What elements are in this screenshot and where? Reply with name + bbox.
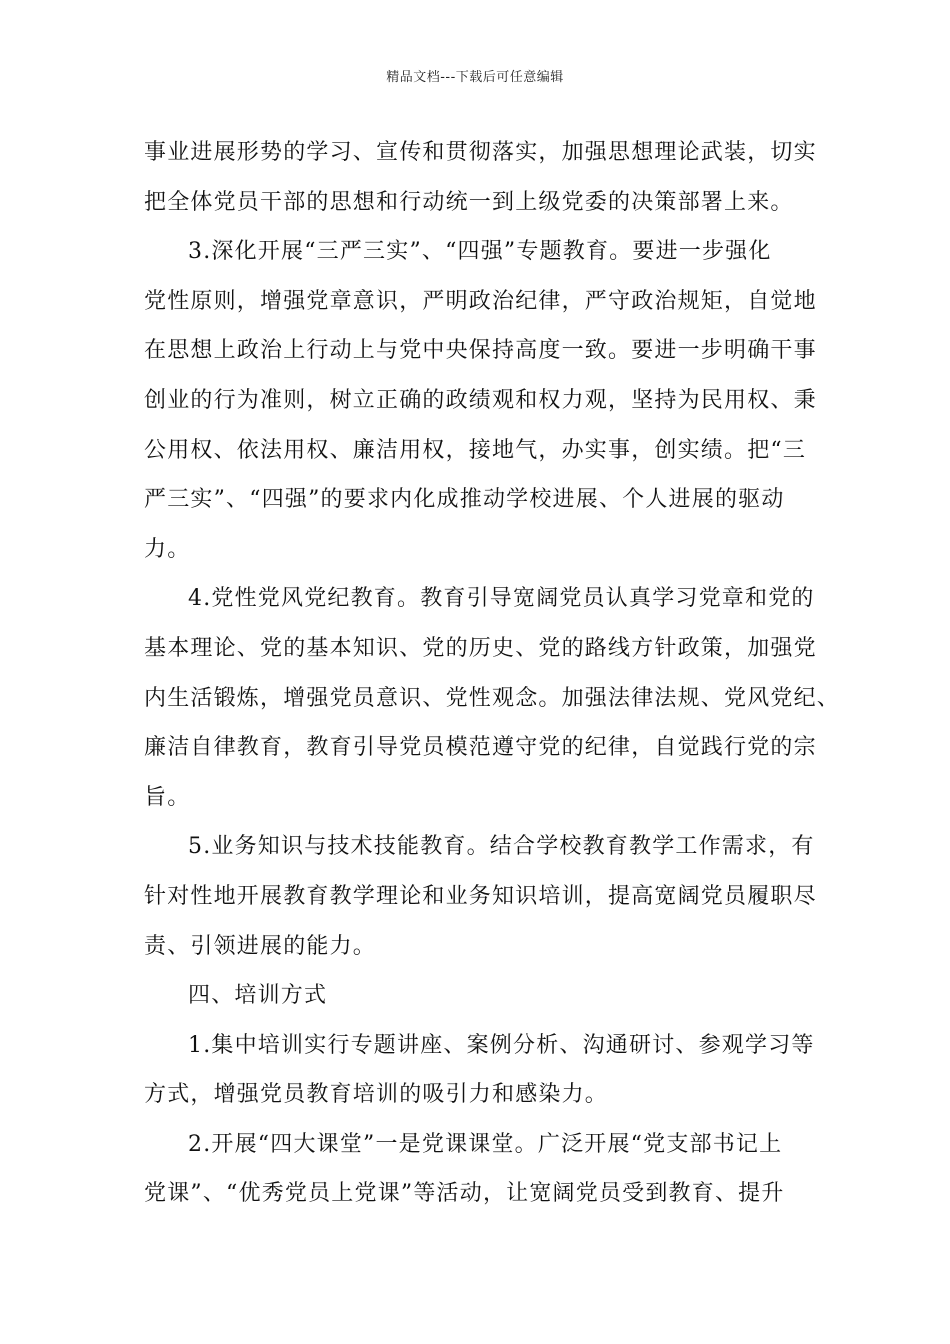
text-line: 创业的行为准则，树立正确的政绩观和权力观，坚持为民用权、秉 (144, 387, 817, 413)
text-line: 把全体党员干部的思想和行动统一到上级党委的决策部署上来。 (144, 189, 794, 215)
text-line: 5.业务知识与技术技能教育。结合学校教育教学工作需求，有 (188, 834, 815, 860)
text-line: 公用权、依法用权、廉洁用权，接地气，办实事，创实绩。把“三 (144, 437, 807, 463)
text-line: 4.党性党风党纪教育。教育引导宽阔党员认真学习党章和党的 (188, 586, 815, 612)
page-header: 精品文档---下载后可任意编辑 (386, 70, 564, 85)
text-line: 2.开展“四大课堂”一是党课课堂。广泛开展“党支部书记上 (188, 1131, 783, 1157)
text-line: 3.深化开展“三严三实”、“四强”专题教育。要进一步强化 (188, 239, 772, 265)
text-line: 基本理论、党的基本知识、党的历史、党的路线方针政策，加强党 (144, 635, 817, 661)
text-line: 内生活锻炼，增强党员意识、党性观念。加强法律法规、党风党纪、 (144, 685, 841, 711)
text-line: 党性原则，增强党章意识，严明政治纪律，严守政治规矩，自觉地 (144, 288, 817, 314)
text-line: 四、培训方式 (188, 983, 328, 1009)
text-line: 责、引领进展的能力。 (144, 933, 377, 959)
text-line: 事业进展形势的学习、宣传和贯彻落实，加强思想理论武装，切实 (144, 140, 817, 165)
text-line: 1.集中培训实行专题讲座、案例分析、沟通研讨、参观学习等 (188, 1032, 815, 1058)
text-line: 旨。 (144, 784, 191, 810)
text-line: 力。 (144, 536, 191, 562)
text-line: 方式，增强党员教育培训的吸引力和感染力。 (144, 1082, 609, 1108)
text-line: 严三实”、“四强”的要求内化成推动学校进展、个人进展的驱动 (144, 487, 785, 513)
text-line: 党课”、“优秀党员上党课”等活动，让宽阔党员受到教育、提升 (144, 1181, 785, 1207)
text-line: 在思想上政治上行动上与党中央保持高度一致。要进一步明确干事 (144, 338, 817, 364)
text-line: 廉洁自律教育，教育引导党员模范遵守党的纪律，自觉践行党的宗 (144, 735, 817, 761)
text-line: 针对性地开展教育教学理论和业务知识培训，提高宽阔党员履职尽 (144, 883, 817, 909)
document-body (144, 128, 841, 1219)
